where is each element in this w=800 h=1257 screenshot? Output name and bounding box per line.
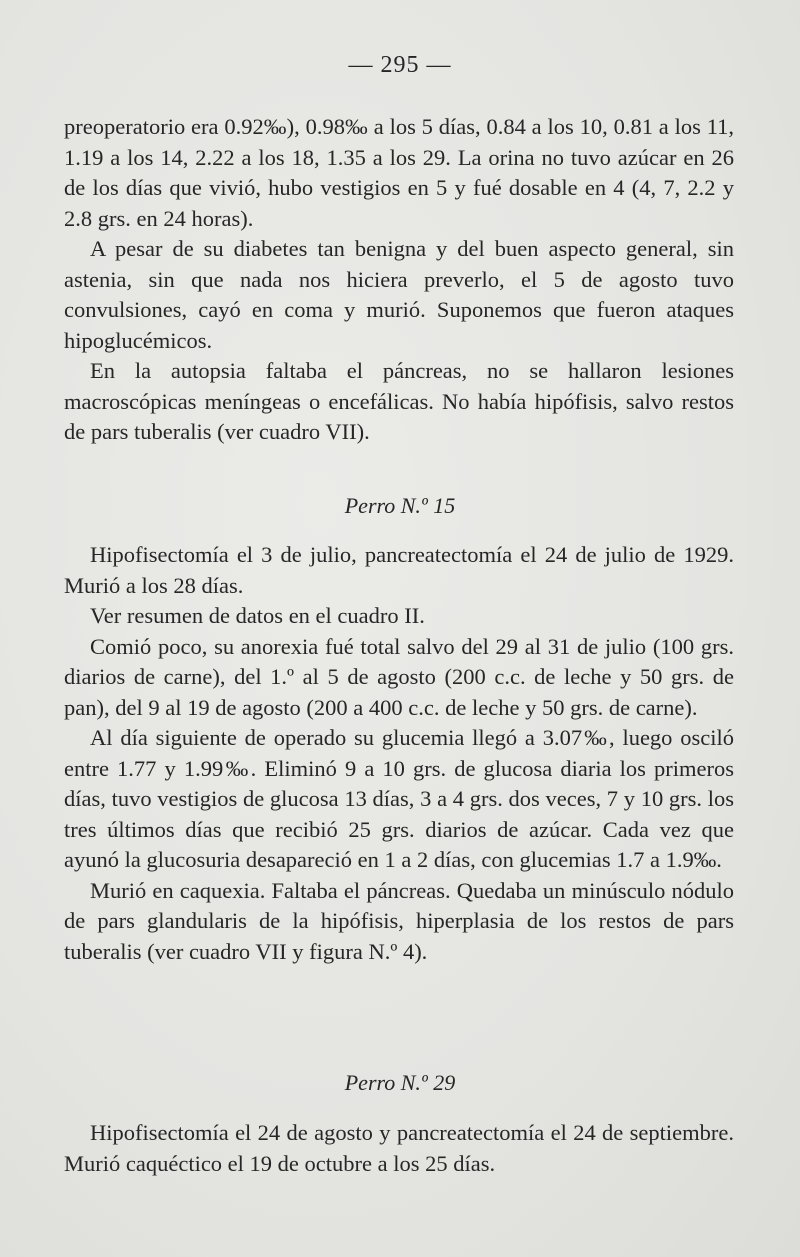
case-heading-29: Perro N.º 29 (344, 1070, 456, 1095)
paragraph: Hipofisectomía el 24 de agosto y pancreatectomía el 24 de septiembre. Murió caquéctico el 19 de octubre a los 25 días. (64, 1120, 734, 1176)
case-29-body (64, 1118, 734, 1179)
paragraph: Comió poco, su anorexia fué total salvo del 29 al 31 de julio (100 grs. diarios de carne), del 1.º al 5 de agosto (200 c.c. de leche y 50 grs. de pan), del 9 al 19 de agosto (200 a 400 c.c. de leche y 50 grs. de carne). (64, 633, 734, 720)
paragraph: Ver resumen de datos en el cuadro II. (90, 603, 425, 628)
case-heading-15: Perro N.º 15 (344, 493, 456, 518)
case-continuation (64, 112, 734, 448)
paragraph: Hipofisectomía el 3 de julio, pancreatectomía el 24 de julio de 1929. Murió a los 28 días. (64, 542, 734, 598)
paragraph: En la autopsia faltaba el páncreas, no se hallaron lesiones macroscópicas meníngeas o encefálicas. No había hipófisis, salvo restos de pars tuberalis (ver cuadro VII). (64, 358, 734, 444)
paragraph: A pesar de su diabetes tan benigna y del buen aspecto general, sin astenia, sin que nada nos hiciera preverlo, el 5 de agosto tuvo convulsiones, cayó en coma y murió. Suponemos que fueron ataques hipoglucémicos. (64, 236, 734, 353)
paragraph: preoperatorio era 0.92‰), 0.98‰ a los 5 días, 0.84 a los 10, 0.81 a los 11, 1.19 a los 14, 2.22 a los 18, 1.35 a los 29. La orina no tuvo azúcar en 26 de los días que vivió, hubo vestigios en 5 y fué dosable en 4 (4, 7, 2.2 y 2.8 grs. en 24 horas). (64, 114, 734, 231)
page-number: — 295 — (348, 52, 452, 78)
paragraph: Murió en caquexia. Faltaba el páncreas. Quedaba un minúsculo nódulo de pars glandularis de la hipófisis, hiperplasia de los restos de pars tuberalis (ver cuadro VII y figura N.º 4). (64, 877, 734, 964)
paragraph: Al día siguiente de operado su glucemia llegó a 3.07‰, luego osciló entre 1.77 y 1.99‰. Eliminó 9 a 10 grs. de glucosa diaria los primeros días, tuvo vestigios de glucosa 13 días, 3 a 4 grs. dos veces, 7 y 10 grs. los tres últimos días que recibió 25 grs. diarios de azúcar. Cada vez que ayunó la glucosuria desapareció en 1 a 2 días, con glucemias 1.7 a 1.9‰. (64, 725, 734, 872)
case-15-body (64, 540, 734, 967)
